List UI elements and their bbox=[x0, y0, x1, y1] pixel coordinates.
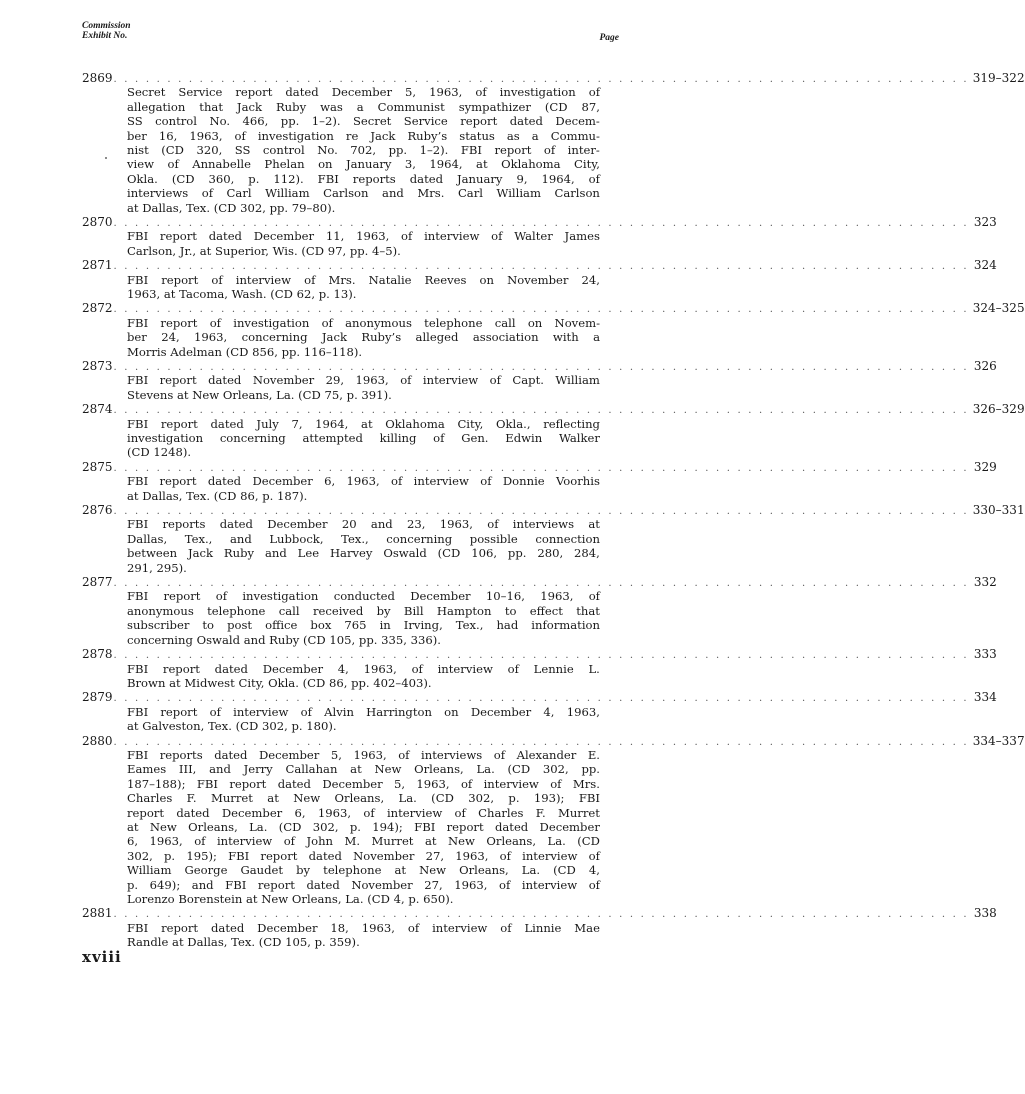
description-line: FBI report of investigation of anonymous telephone call on Novem- bbox=[127, 315, 600, 330]
description-line: Stevens at New Orleans, La. (CD 75, p. 391). bbox=[127, 387, 392, 402]
entry-heading bbox=[82, 402, 1025, 417]
description-line: ber 24, 1963, concerning Jack Ruby’s alleged association with a bbox=[127, 330, 600, 345]
exhibit-number: 2880 bbox=[82, 733, 113, 748]
exhibit-entry bbox=[82, 402, 1025, 460]
exhibit-entry bbox=[82, 459, 997, 503]
leader-dots: . . . . . . . . . . . . . . . . . . . . . . . . . . . . . . . . . . . . . . . . . . . . . . . . . . . . . . . . . . . . . . . . . . . . . . . . . . . . . . . . bbox=[113, 578, 969, 590]
exhibit-number: 2871 bbox=[82, 258, 113, 273]
exhibit-entry bbox=[82, 258, 997, 302]
description-line: FBI report of investigation conducted December 10–16, 1963, of bbox=[127, 589, 600, 604]
page-reference: 324 bbox=[973, 258, 997, 273]
description-line: at Dallas, Tex. (CD 86, p. 187). bbox=[127, 488, 308, 503]
page-reference: 326–329 bbox=[972, 402, 1025, 417]
description-line: p. 649); and FBI report dated November 27, 1963, of interview of bbox=[127, 877, 600, 892]
page-column-header: Page bbox=[599, 33, 619, 43]
page-number: xviii bbox=[82, 948, 122, 966]
exhibit-number: 2873 bbox=[82, 359, 113, 374]
entry-heading bbox=[82, 503, 1025, 518]
description-line: view of Annabelle Phelan on January 3, 1964, at Oklahoma City, bbox=[127, 157, 600, 172]
description-line: Carlson, Jr., at Superior, Wis. (CD 97, pp. 4–5). bbox=[127, 243, 401, 258]
page-reference: 329 bbox=[973, 459, 997, 474]
entry-description bbox=[127, 662, 600, 691]
entry-heading bbox=[82, 258, 997, 273]
entry-description bbox=[127, 273, 600, 302]
page-reference: 319–322 bbox=[972, 71, 1025, 85]
leader-dots: . . . . . . . . . . . . . . . . . . . . . . . . . . . . . . . . . . . . . . . . . . . . . . . . . . . . . . . . . . . . . . . . . . . . . . . . . . . . . . . . bbox=[113, 736, 969, 748]
exhibit-entry bbox=[82, 215, 997, 258]
description-line: FBI report dated December 11, 1963, of interview of Walter James bbox=[127, 229, 600, 244]
description-line: 302, p. 195); FBI report dated November 27, 1963, of interview of bbox=[127, 848, 600, 863]
description-line: Randle at Dallas, Tex. (CD 105, p. 359). bbox=[127, 935, 360, 950]
description-line: Charles F. Murret at New Orleans, La. (CD 302, p. 193); FBI bbox=[127, 791, 600, 806]
entry-description bbox=[127, 748, 600, 906]
leader-dots: . . . . . . . . . . . . . . . . . . . . . . . . . . . . . . . . . . . . . . . . . . . . . . . . . . . . . . . . . . . . . . . . . . . . . . . . . . . . . . . . bbox=[113, 261, 969, 273]
description-line: allegation that Jack Ruby was a Communist sympathizer (CD 87, bbox=[127, 99, 600, 114]
entry-heading bbox=[82, 906, 997, 921]
entry-heading bbox=[82, 575, 997, 590]
exhibit-column-header bbox=[82, 21, 131, 41]
exhibit-entry bbox=[82, 906, 997, 950]
exhibit-entry bbox=[82, 503, 1025, 575]
exhibit-number: 2874 bbox=[82, 402, 113, 417]
entry-heading bbox=[82, 359, 997, 374]
description-line: 291, 295). bbox=[127, 560, 187, 575]
entry-description bbox=[127, 417, 600, 460]
description-line: ber 16, 1963, of investigation re Jack Ruby’s status as a Commu- bbox=[127, 128, 600, 143]
description-line: concerning Oswald and Ruby (CD 105, pp. 335, 336). bbox=[127, 632, 441, 647]
leader-dots: . . . . . . . . . . . . . . . . . . . . . . . . . . . . . . . . . . . . . . . . . . . . . . . . . . . . . . . . . . . . . . . . . . . . . . . . . . . . . . . . bbox=[113, 405, 969, 417]
description-line: FBI reports dated December 5, 1963, of interviews of Alexander E. bbox=[127, 747, 600, 762]
description-line: 1963, at Tacoma, Wash. (CD 62, p. 13). bbox=[127, 287, 357, 302]
leader-dots: . . . . . . . . . . . . . . . . . . . . . . . . . . . . . . . . . . . . . . . . . . . . . . . . . . . . . . . . . . . . . . . . . . . . . . . . . . . . . . . . bbox=[113, 362, 969, 374]
exhibit-entry bbox=[82, 647, 997, 690]
page-reference: 334–337 bbox=[972, 733, 1025, 748]
description-line: Lorenzo Borenstein at New Orleans, La. (CD 4, p. 650). bbox=[127, 891, 454, 906]
description-line: SS control No. 466, pp. 1–2). Secret Service report dated Decem- bbox=[127, 114, 600, 129]
description-line: FBI report dated December 18, 1963, of interview of Linnie Mae bbox=[127, 920, 600, 935]
exhibit-entry bbox=[82, 575, 997, 647]
entry-description bbox=[127, 921, 600, 950]
leader-dots: . . . . . . . . . . . . . . . . . . . . . . . . . . . . . . . . . . . . . . . . . . . . . . . . . . . . . . . . . . . . . . . . . . . . . . . . . . . . . . . . bbox=[113, 304, 969, 316]
entry-description bbox=[127, 474, 600, 503]
description-line: (CD 1248). bbox=[127, 445, 192, 460]
exhibit-entry bbox=[82, 71, 1025, 215]
exhibit-entry bbox=[82, 690, 997, 734]
page-reference: 330–331 bbox=[972, 503, 1025, 518]
description-line: between Jack Ruby and Lee Harvey Oswald (CD 106, pp. 280, 284, bbox=[127, 546, 600, 561]
page-reference: 338 bbox=[973, 906, 997, 921]
description-line: FBI reports dated December 20 and 23, 1963, of interviews at bbox=[127, 517, 600, 532]
leader-dots: . . . . . . . . . . . . . . . . . . . . . . . . . . . . . . . . . . . . . . . . . . . . . . . . . . . . . . . . . . . . . . . . . . . . . . . . . . . . . . . . bbox=[113, 506, 969, 518]
exhibit-number: 2870 bbox=[82, 215, 113, 230]
description-line: Eames III, and Jerry Callahan at New Orleans, La. (CD 302, pp. bbox=[127, 762, 600, 777]
description-line: 187–188); FBI report dated December 5, 1963, of interview of Mrs. bbox=[127, 776, 600, 791]
entry-heading bbox=[82, 301, 1025, 316]
description-line: anonymous telephone call received by Bill Hampton to effect that bbox=[127, 603, 600, 618]
description-line: at Galveston, Tex. (CD 302, p. 180). bbox=[127, 719, 337, 734]
exhibit-number: 2876 bbox=[82, 503, 113, 518]
description-line: FBI report dated December 4, 1963, of interview of Lennie L. bbox=[127, 661, 600, 676]
description-line: FBI report of interview of Alvin Harrington on December 4, 1963, bbox=[127, 704, 600, 719]
entry-description bbox=[127, 517, 600, 575]
description-line: subscriber to post office box 765 in Irving, Tex., had information bbox=[127, 618, 600, 633]
exhibit-entry bbox=[82, 301, 1025, 359]
leader-dots: . . . . . . . . . . . . . . . . . . . . . . . . . . . . . . . . . . . . . . . . . . . . . . . . . . . . . . . . . . . . . . . . . . . . . . . . . . . . . . . . bbox=[113, 909, 969, 921]
entry-heading bbox=[82, 215, 997, 230]
exhibit-number: 2872 bbox=[82, 301, 113, 316]
leader-dots: . . . . . . . . . . . . . . . . . . . . . . . . . . . . . . . . . . . . . . . . . . . . . . . . . . . . . . . . . . . . . . . . . . . . . . . . . . . . . . . . bbox=[113, 74, 969, 85]
entry-heading bbox=[82, 733, 1025, 748]
exhibit-label-line-1: Commission bbox=[82, 21, 131, 31]
page-reference: 334 bbox=[973, 690, 997, 705]
exhibit-entry bbox=[82, 733, 1025, 907]
page-reference: 326 bbox=[973, 359, 997, 374]
description-line: FBI report dated December 6, 1963, of interview of Donnie Voorhis bbox=[127, 474, 600, 489]
leader-dots: . . . . . . . . . . . . . . . . . . . . . . . . . . . . . . . . . . . . . . . . . . . . . . . . . . . . . . . . . . . . . . . . . . . . . . . . . . . . . . . . bbox=[113, 218, 969, 230]
description-line: Dallas, Tex., and Lubbock, Tex., concerning possible connection bbox=[127, 531, 600, 546]
description-line: Morris Adelman (CD 856, pp. 116–118). bbox=[127, 344, 363, 359]
page-reference: 324–325 bbox=[972, 301, 1025, 316]
entry-description bbox=[127, 316, 600, 359]
leader-dots: . . . . . . . . . . . . . . . . . . . . . . . . . . . . . . . . . . . . . . . . . . . . . . . . . . . . . . . . . . . . . . . . . . . . . . . . . . . . . . . . bbox=[113, 462, 969, 474]
exhibit-number: 2877 bbox=[82, 575, 113, 590]
scan-speck bbox=[105, 157, 107, 159]
description-line: interviews of Carl William Carlson and Mrs. Carl William Carlson bbox=[127, 186, 600, 201]
entry-description bbox=[127, 229, 600, 258]
exhibit-number: 2875 bbox=[82, 459, 113, 474]
description-line: FBI report of interview of Mrs. Natalie Reeves on November 24, bbox=[127, 272, 600, 287]
entry-heading bbox=[82, 647, 997, 662]
exhibit-number: 2881 bbox=[82, 906, 113, 921]
description-line: Brown at Midwest City, Okla. (CD 86, pp. 402–403). bbox=[127, 675, 432, 690]
description-line: investigation concerning attempted killing of Gen. Edwin Walker bbox=[127, 431, 600, 446]
page-reference: 332 bbox=[973, 575, 997, 590]
exhibit-label-line-2: Exhibit No. bbox=[82, 31, 128, 41]
exhibit-list bbox=[82, 71, 1025, 950]
entry-description bbox=[127, 85, 600, 215]
description-line: at Dallas, Tex. (CD 302, pp. 79–80). bbox=[127, 200, 336, 215]
description-line: FBI report dated July 7, 1964, at Oklahoma City, Okla., reflecting bbox=[127, 416, 600, 431]
exhibit-number: 2879 bbox=[82, 690, 113, 705]
exhibit-entry bbox=[82, 359, 997, 402]
description-line: nist (CD 320, SS control No. 702, pp. 1–2). FBI report of inter- bbox=[127, 143, 600, 158]
exhibit-number: 2878 bbox=[82, 647, 113, 662]
description-line: William George Gaudet by telephone at New Orleans, La. (CD 4, bbox=[127, 863, 600, 878]
entry-description bbox=[127, 705, 600, 734]
exhibit-number: 2869 bbox=[82, 71, 113, 85]
entry-description bbox=[127, 589, 600, 647]
leader-dots: . . . . . . . . . . . . . . . . . . . . . . . . . . . . . . . . . . . . . . . . . . . . . . . . . . . . . . . . . . . . . . . . . . . . . . . . . . . . . . . . bbox=[113, 650, 969, 662]
description-line: at New Orleans, La. (CD 302, p. 194); FBI report dated December bbox=[127, 819, 600, 834]
entry-description bbox=[127, 373, 600, 402]
entry-heading bbox=[82, 690, 997, 705]
entry-heading bbox=[82, 459, 997, 474]
page-reference: 333 bbox=[973, 647, 997, 662]
description-line: report dated December 6, 1963, of interview of Charles F. Murret bbox=[127, 805, 600, 820]
description-line: Secret Service report dated December 5, 1963, of investigation of bbox=[127, 85, 600, 100]
description-line: 6, 1963, of interview of John M. Murret at New Orleans, La. (CD bbox=[127, 834, 600, 849]
page-reference: 323 bbox=[973, 215, 997, 230]
leader-dots: . . . . . . . . . . . . . . . . . . . . . . . . . . . . . . . . . . . . . . . . . . . . . . . . . . . . . . . . . . . . . . . . . . . . . . . . . . . . . . . . bbox=[113, 693, 969, 705]
entry-heading bbox=[82, 71, 1025, 85]
description-line: Okla. (CD 360, p. 112). FBI reports dated January 9, 1964, of bbox=[127, 171, 600, 186]
description-line: FBI report dated November 29, 1963, of interview of Capt. William bbox=[127, 373, 600, 388]
